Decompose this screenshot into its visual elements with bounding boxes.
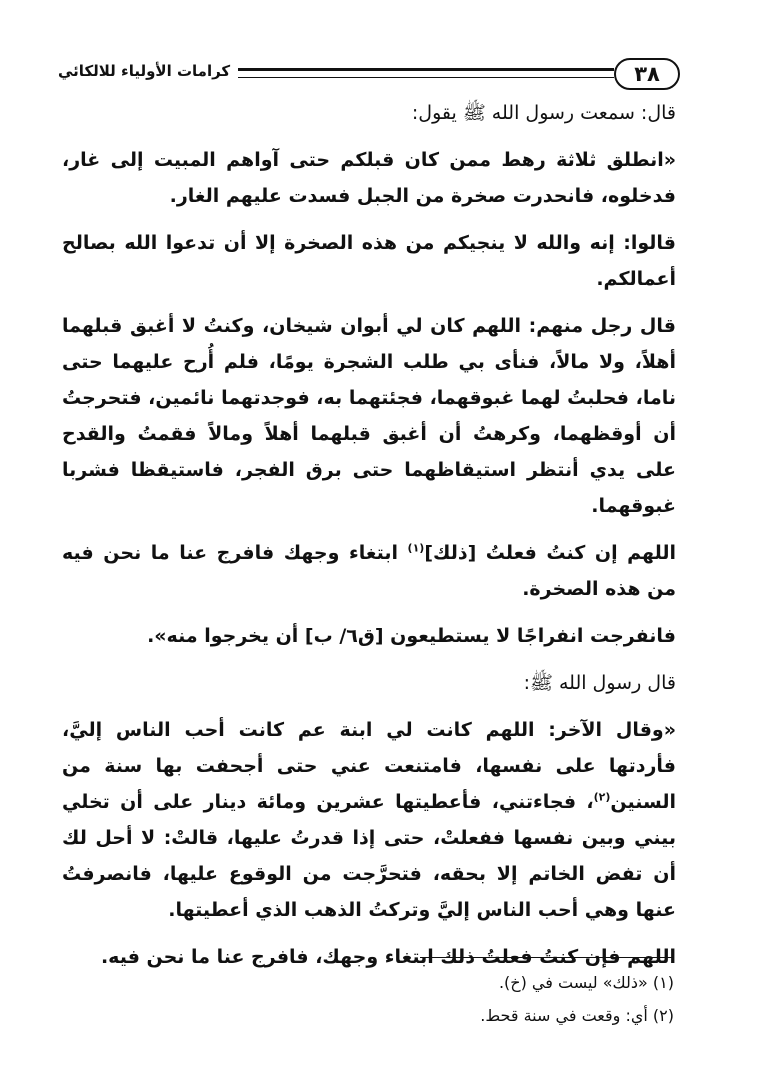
paragraph-3: قالوا: إنه والله لا ينجيكم من هذه الصخرة إلا أن تدعوا الله بصالح أعمالكم.	[62, 232, 676, 290]
paragraph-2: «انطلق ثلاثة رهط ممن كان قبلكم حتى آواهم المبيت إلى غار، فدخلوه، فانحدرت صخرة من الجبل فسدت عليهم الغار.	[62, 149, 676, 207]
paragraph-4: قال رجل منهم: اللهم كان لي أبوان شيخان، وكنتُ لا أغبق قبلهما أهلاً، ولا مالاً، فنأى بي طلب الشجرة يومًا، فلم أُرح عليهما حتى ناما، فحلبتُ لهما غبوقهما، فجئتهما به، فوجدتهما نائمين، فتحرجتُ أن أوقظهما، وكرهتُ أن أغبق قبلهما أهلاً ومالاً فقمتُ والقدح على يدي أنتظر استيقاظهما حتى برق الفجر، فاستيقظا فشربا غبوقهما.	[62, 315, 676, 517]
paragraph-7: قال رسول الله ﷺ:	[523, 672, 676, 694]
main-text	[62, 95, 676, 986]
page-header	[58, 52, 680, 96]
header-rule	[238, 68, 614, 78]
footnote-1: (١) «ذلك» ليست في (خ).	[498, 973, 674, 992]
footnotes	[300, 966, 674, 1032]
paragraph-9: اللهم فإن كنتُ فعلتُ ذلك ابتغاء وجهك، فافرج عنا ما نحن فيه.	[100, 946, 676, 968]
paragraph-8-text-a: «وقال الآخر: اللهم كانت لي ابنة عم كانت أحب الناس إليَّ، فأردتها على نفسها، فامتنعت عني حتى أجحفت بها سنة من السنين	[62, 719, 676, 813]
footnote-2: (٢) أي: وقعت في سنة قحط.	[480, 1006, 674, 1025]
paragraph-6: فانفرجت انفراجًا لا يستطيعون [ق٦/ ب] أن يخرجوا منه».	[147, 625, 676, 647]
footnote-divider	[420, 957, 674, 958]
book-title: كرامات الأولياء للالكائي	[58, 62, 231, 80]
paragraph-1: قال: سمعت رسول الله ﷺ يقول:	[411, 102, 676, 124]
paragraph-5	[62, 535, 676, 607]
paragraph-8-text-b: ، فجاءتني، فأعطيتها عشرين ومائة دينار على أن تخلي بيني وبين نفسها ففعلتْ، حتى إذا قدرتُ عليها، قالتْ: لا أحل لك أن تفض الخاتم إلا بحقه، فتحرَّجت من الوقوع عليها، فانصرفتُ عنها وهي أحب الناس إليَّ وتركتُ الذهب الذي أعطيتها.	[62, 791, 676, 921]
footnote-ref-1: (١)	[407, 541, 425, 555]
paragraph-5-text-b: ابتغاء وجهك فافرج عنا ما نحن فيه من هذه الصخرة.	[62, 542, 676, 600]
footnote-ref-2: (٢)	[593, 790, 611, 804]
paragraph-5-text-a: اللهم إن كنتُ فعلتُ [ذلك]	[424, 542, 676, 564]
paragraph-8	[62, 712, 676, 928]
page-number: ٣٨	[614, 58, 680, 90]
